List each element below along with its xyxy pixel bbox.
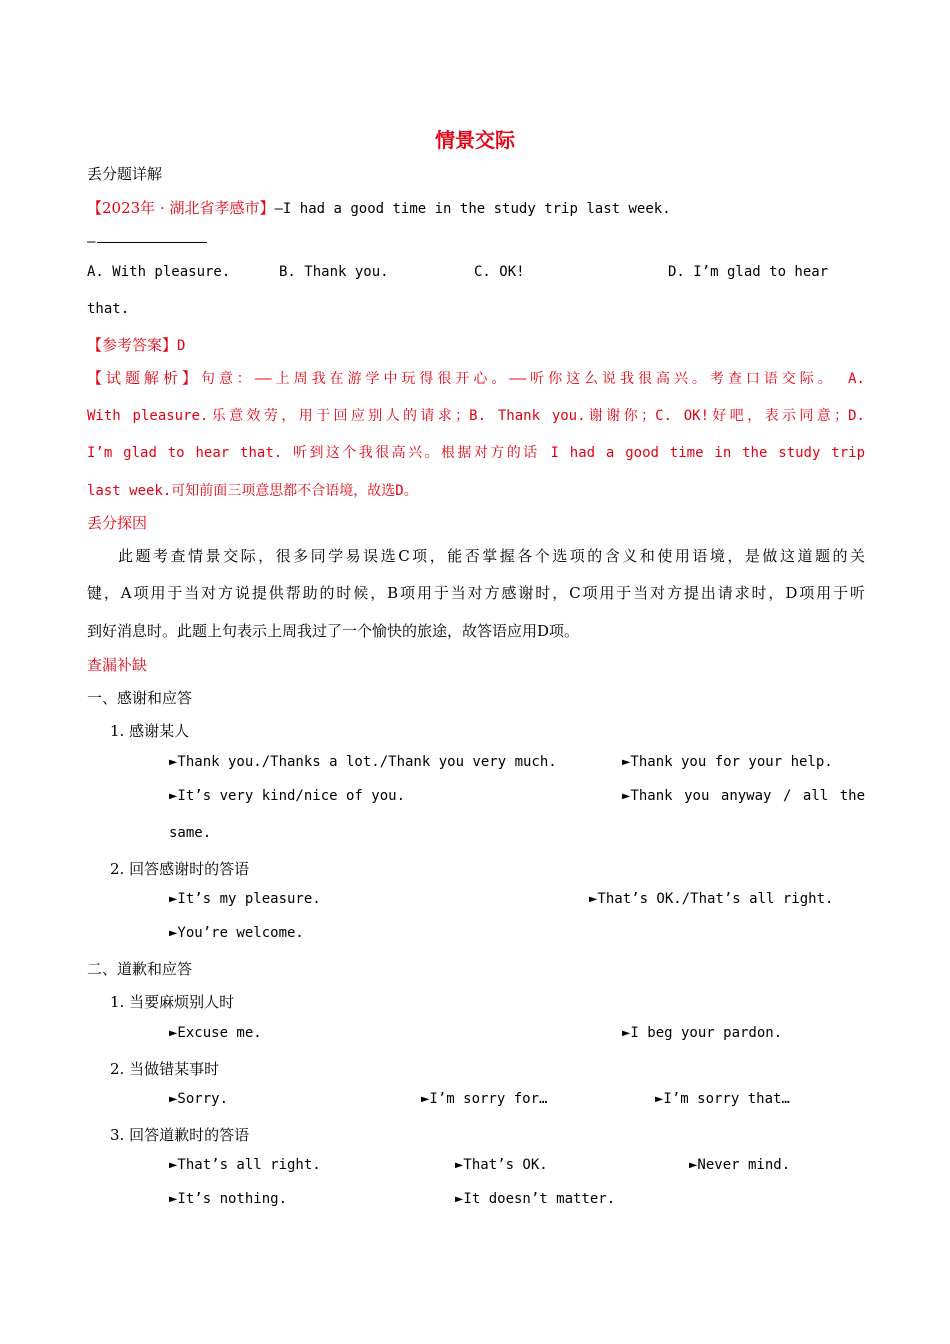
phrase-thank-you: ►Thank you./Thanks a lot./Thank you very much.	[169, 754, 557, 770]
phrase-ok: ►That’s OK.	[455, 1157, 548, 1173]
phrase-its-nothing: ►It’s nothing.	[169, 1191, 288, 1207]
answer-line	[87, 334, 185, 355]
phrase-kind-of-you: ►It’s very kind/nice of you.	[169, 788, 406, 804]
phrase-beg-pardon: ►I beg your pardon.	[622, 1025, 783, 1041]
answer-value: D	[177, 338, 186, 354]
phrase-sorry-for: ►I’m sorry for…	[421, 1091, 548, 1107]
analysis-line-2: With pleasure.乐意效劳，用于回应别人的请求；B. Thank you.谢谢你；C. OK!好吧，表示同意；D.	[87, 408, 865, 424]
option-c: C. OK!	[474, 264, 525, 280]
section-detail-heading: 丢分题详解	[87, 165, 163, 183]
phrase-my-pleasure: ►It’s my pleasure.	[169, 891, 321, 907]
answer-label: 【参考答案】	[87, 336, 178, 354]
reason-heading: 丢分探因	[87, 514, 148, 532]
phrase-sorry-that: ►I’m sorry that…	[655, 1091, 790, 1107]
phrase-never-mind: ►Never mind.	[689, 1157, 791, 1173]
phrase-thank-help: ►Thank you for your help.	[622, 754, 833, 770]
phrase-youre-welcome: ►You’re welcome.	[169, 925, 304, 941]
part2-sub2: 2. 当做错某事时	[110, 1060, 220, 1078]
option-d: D. I’m glad to hear	[668, 264, 829, 280]
part2-heading: 二、道歉和应答	[87, 960, 193, 978]
option-b: B. Thank you.	[279, 264, 389, 280]
part1-sub1: 1. 感谢某人	[110, 722, 190, 740]
page-title: 情景交际	[435, 128, 515, 152]
part1-sub2: 2. 回答感谢时的答语	[110, 860, 250, 878]
part2-sub3: 3. 回答道歉时的答语	[110, 1126, 250, 1144]
answer-blank	[97, 241, 207, 243]
phrase-thank-anyway-wrap: same.	[169, 825, 212, 841]
answer-dash: —	[87, 234, 96, 250]
part2-sub1: 1. 当要麻烦别人时	[110, 993, 235, 1011]
phrase-thats-ok: ►That’s OK./That’s all right.	[589, 891, 834, 907]
reason-line-1: 此题考查情景交际，很多同学易误选C项，能否掌握各个选项的含义和使用语境，是做这道题的关	[118, 547, 865, 565]
question-stem: —I had a good time in the study trip last week.	[274, 201, 671, 217]
phrase-excuse-me: ►Excuse me.	[169, 1025, 262, 1041]
review-heading: 查漏补缺	[87, 656, 148, 674]
phrase-sorry: ►Sorry.	[169, 1091, 229, 1107]
phrase-all-right: ►That’s all right.	[169, 1157, 321, 1173]
analysis-label: 【试题解析】	[87, 369, 201, 387]
question-source: 【2023年 · 湖北省孝感市】	[87, 199, 275, 217]
phrase-doesnt-matter: ►It doesn’t matter.	[455, 1191, 616, 1207]
analysis-line-1: 【试题解析】句意：——上周我在游学中玩得很开心。——听你这么说我很高兴。考查口语交际。 A.	[87, 369, 865, 387]
part1-heading: 一、感谢和应答	[87, 689, 193, 707]
reason-line-3: 到好消息时。此题上句表示上周我过了一个愉快的旅途，故答语应用D项。	[87, 622, 580, 640]
option-d-wrap: that.	[87, 301, 130, 317]
phrase-thank-anyway: ►Thank you anyway / all the	[622, 788, 865, 804]
analysis-line-3: I’m glad to hear that. 听到这个我很高兴。根据对方的话 I had a good time in the study trip	[87, 445, 865, 461]
question-line	[87, 197, 671, 218]
analysis-line-4: last week.可知前面三项意思都不合语境，故选D。	[87, 483, 418, 499]
option-a: A. With pleasure.	[87, 264, 231, 280]
answer-blank-line	[87, 231, 207, 250]
reason-line-2: 键，A项用于当对方说提供帮助的时候，B项用于当对方感谢时，C项用于当对方提出请求时，D项用于听	[87, 584, 865, 602]
